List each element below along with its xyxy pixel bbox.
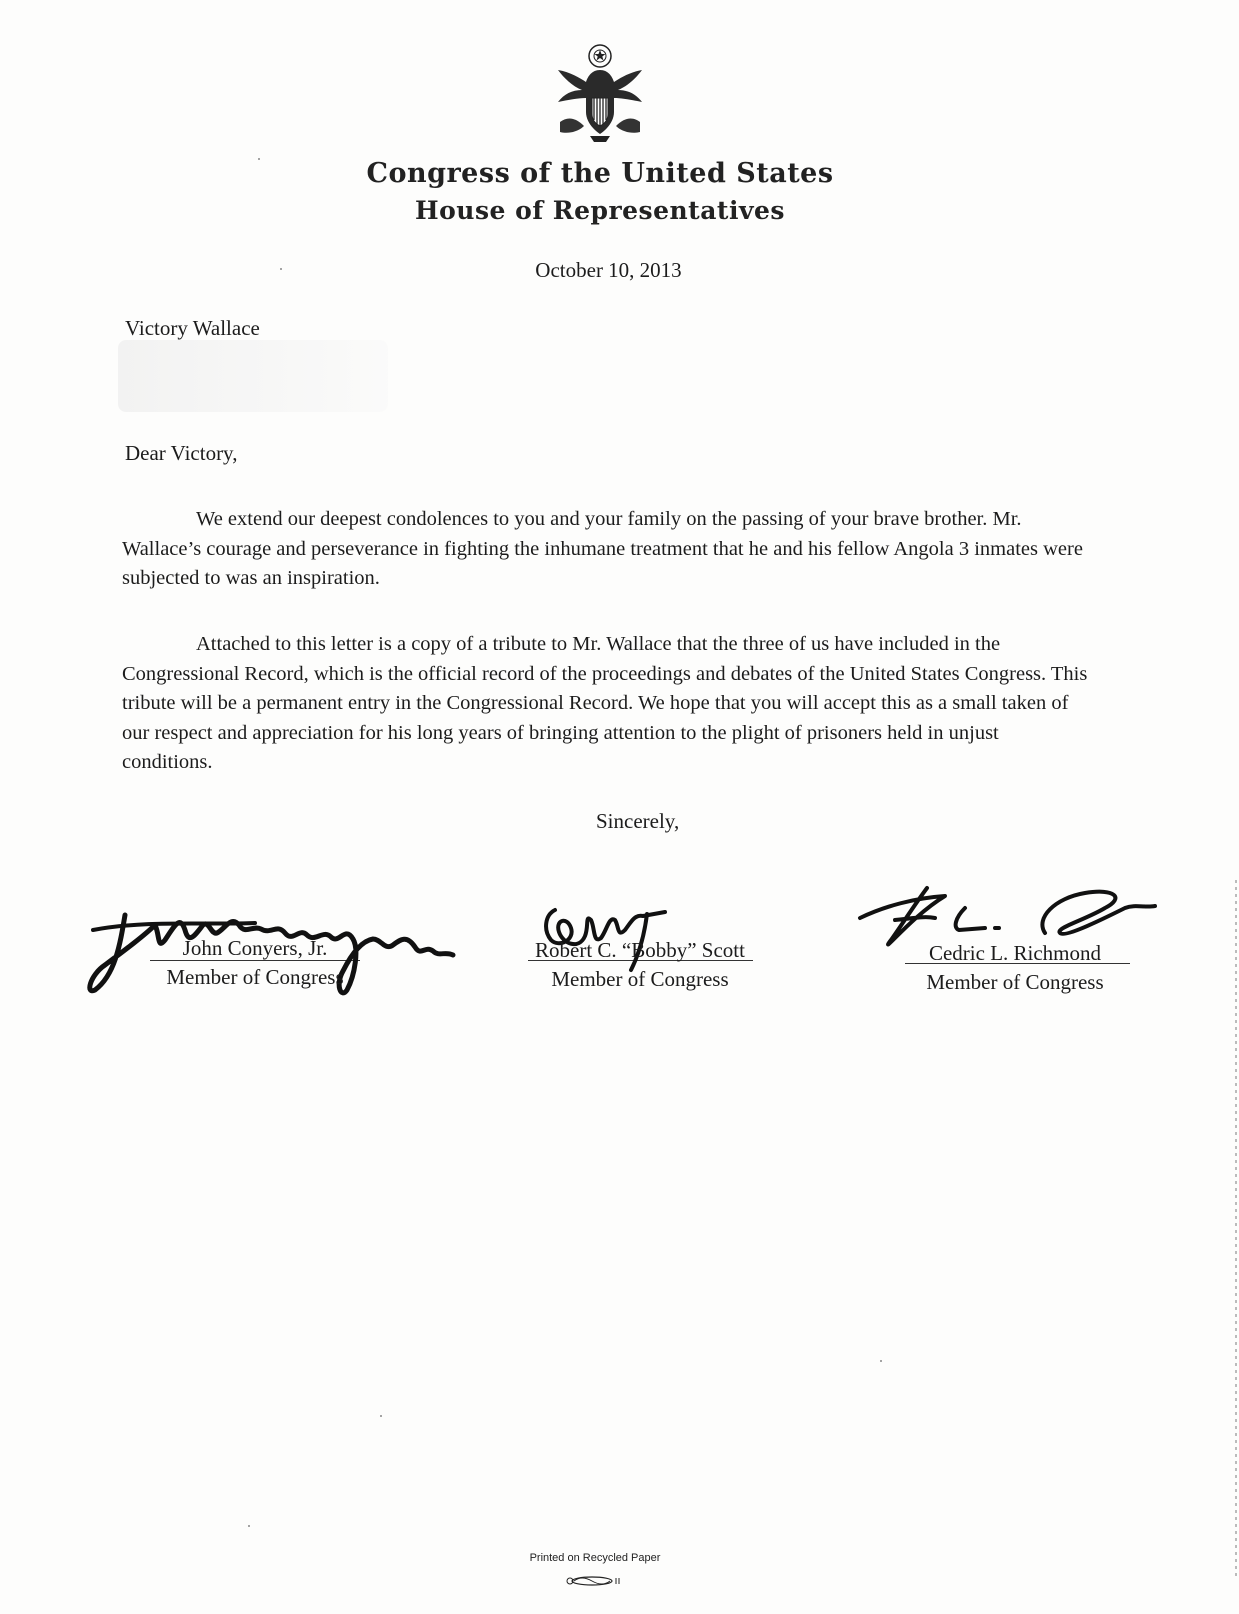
signatory-name-1: John Conyers, Jr. xyxy=(182,936,328,960)
letterhead-house: House of Representatives xyxy=(415,196,785,225)
signatory-block-3 xyxy=(890,939,1140,997)
redacted-address xyxy=(118,340,388,412)
signatory-block-1 xyxy=(125,934,385,992)
scan-speck xyxy=(280,268,282,270)
scan-speck xyxy=(258,158,260,160)
closing: Sincerely, xyxy=(596,809,680,833)
scan-speck xyxy=(248,1525,250,1527)
recipient-name: Victory Wallace xyxy=(125,316,260,340)
signatory-title-1: Member of Congress xyxy=(166,965,344,989)
signatory-name-3: Cedric L. Richmond xyxy=(928,941,1102,965)
salutation: Dear Victory, xyxy=(125,441,238,465)
letterhead-congress: Congress of the United States xyxy=(366,158,834,189)
body-paragraph-2: Attached to this letter is a copy of a tribute to Mr. Wallace that the three of us have included in the Congressional Record, which is the official record of the proceedings and debates of the United States Congress. This tribute will be a permanent entry in the Congressional Record. We hope that you will accept this as a small taken of our respect and appreciation for his long years of bringing attention to the plight of prisoners held in unjust conditions. xyxy=(122,633,1088,773)
house-seal-icon xyxy=(550,42,650,147)
letter-date: October 10, 2013 xyxy=(535,258,682,282)
signatory-name-2: Robert C. “Bobby” Scott xyxy=(535,938,745,962)
union-bug-icon xyxy=(565,1574,625,1588)
signatory-title-3: Member of Congress xyxy=(926,970,1104,994)
scan-edge xyxy=(1235,880,1237,1580)
scan-speck xyxy=(880,1360,882,1362)
scan-speck xyxy=(380,1415,382,1417)
recycled-paper-note: Printed on Recycled Paper xyxy=(529,1552,661,1564)
body-paragraph-1: We extend our deepest condolences to you and your family on the passing of your brave brother. Mr. Wallace’s courage and perseverance in fighting the inhumane treatment that he and his fellow Angola 3 inmates were subjected to was an inspiration. xyxy=(122,508,1083,589)
signatory-title-2: Member of Congress xyxy=(551,967,729,991)
signatory-block-2 xyxy=(512,936,768,994)
